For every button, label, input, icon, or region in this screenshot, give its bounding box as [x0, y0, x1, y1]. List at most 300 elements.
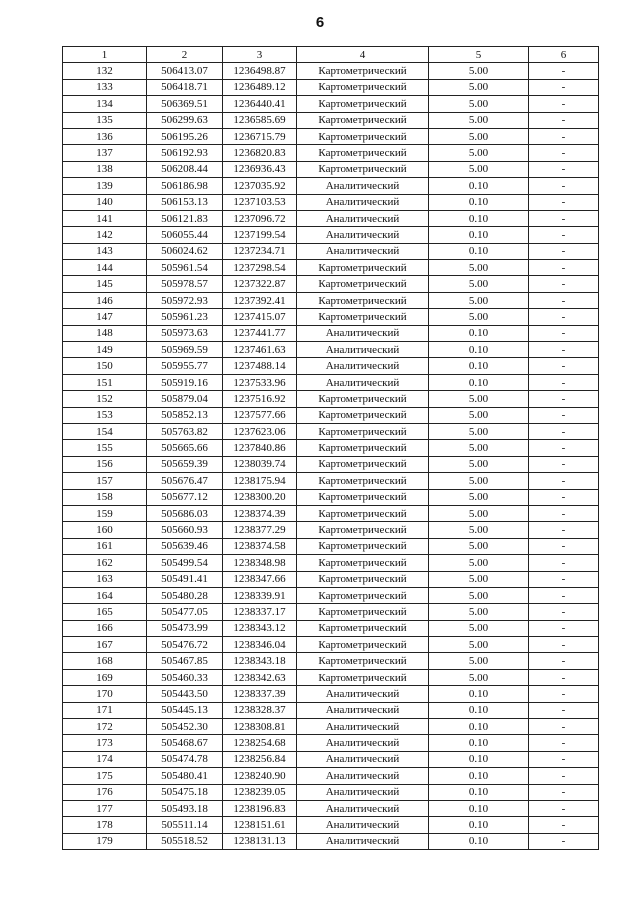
- note-cell: -: [529, 276, 599, 292]
- x-coordinate-cell: 506055.44: [147, 227, 223, 243]
- note-cell: -: [529, 751, 599, 767]
- method-cell: Аналитический: [297, 227, 429, 243]
- y-coordinate-cell: 1237392.41: [223, 292, 297, 308]
- y-coordinate-cell: 1238240.90: [223, 768, 297, 784]
- point-number-cell: 137: [63, 145, 147, 161]
- table-row: [63, 833, 599, 849]
- x-coordinate-cell: 505468.67: [147, 735, 223, 751]
- table-row: [63, 440, 599, 456]
- x-coordinate-cell: 505443.50: [147, 686, 223, 702]
- method-cell: Картометрический: [297, 128, 429, 144]
- method-cell: Аналитический: [297, 817, 429, 833]
- point-number-cell: 171: [63, 702, 147, 718]
- y-coordinate-cell: 1238347.66: [223, 571, 297, 587]
- point-number-cell: 177: [63, 800, 147, 816]
- x-coordinate-cell: 505919.16: [147, 374, 223, 390]
- note-cell: -: [529, 505, 599, 521]
- method-cell: Аналитический: [297, 751, 429, 767]
- table-row: [63, 243, 599, 259]
- table-row: [63, 309, 599, 325]
- method-cell: Картометрический: [297, 538, 429, 554]
- table-row: [63, 145, 599, 161]
- note-cell: -: [529, 473, 599, 489]
- method-cell: Аналитический: [297, 358, 429, 374]
- y-coordinate-cell: 1238342.63: [223, 669, 297, 685]
- method-cell: Картометрический: [297, 440, 429, 456]
- x-coordinate-cell: 505476.72: [147, 637, 223, 653]
- note-cell: -: [529, 686, 599, 702]
- column-header-6: 6: [529, 47, 599, 63]
- accuracy-cell: 0.10: [429, 719, 529, 735]
- table-row: [63, 686, 599, 702]
- x-coordinate-cell: 506121.83: [147, 210, 223, 226]
- table-row: [63, 637, 599, 653]
- note-cell: -: [529, 423, 599, 439]
- table-row: [63, 555, 599, 571]
- method-cell: Аналитический: [297, 210, 429, 226]
- y-coordinate-cell: 1238377.29: [223, 522, 297, 538]
- y-coordinate-cell: 1236489.12: [223, 79, 297, 95]
- table-row: [63, 505, 599, 521]
- table-row: [63, 374, 599, 390]
- method-cell: Картометрический: [297, 161, 429, 177]
- note-cell: -: [529, 784, 599, 800]
- y-coordinate-cell: 1236936.43: [223, 161, 297, 177]
- method-cell: Картометрический: [297, 79, 429, 95]
- table-row: [63, 522, 599, 538]
- table-row: [63, 194, 599, 210]
- note-cell: -: [529, 800, 599, 816]
- point-number-cell: 148: [63, 325, 147, 341]
- header-row: [63, 47, 599, 63]
- x-coordinate-cell: 505493.18: [147, 800, 223, 816]
- point-number-cell: 142: [63, 227, 147, 243]
- point-number-cell: 136: [63, 128, 147, 144]
- point-number-cell: 144: [63, 260, 147, 276]
- coordinates-table: [62, 46, 599, 850]
- point-number-cell: 132: [63, 63, 147, 79]
- note-cell: -: [529, 391, 599, 407]
- x-coordinate-cell: 506024.62: [147, 243, 223, 259]
- x-coordinate-cell: 506413.07: [147, 63, 223, 79]
- point-number-cell: 139: [63, 178, 147, 194]
- y-coordinate-cell: 1238175.94: [223, 473, 297, 489]
- method-cell: Аналитический: [297, 735, 429, 751]
- method-cell: Картометрический: [297, 407, 429, 423]
- note-cell: -: [529, 210, 599, 226]
- x-coordinate-cell: 506208.44: [147, 161, 223, 177]
- x-coordinate-cell: 505676.47: [147, 473, 223, 489]
- y-coordinate-cell: 1238339.91: [223, 587, 297, 603]
- y-coordinate-cell: 1238254.68: [223, 735, 297, 751]
- point-number-cell: 157: [63, 473, 147, 489]
- y-coordinate-cell: 1236498.87: [223, 63, 297, 79]
- accuracy-cell: 5.00: [429, 489, 529, 505]
- point-number-cell: 147: [63, 309, 147, 325]
- point-number-cell: 164: [63, 587, 147, 603]
- point-number-cell: 173: [63, 735, 147, 751]
- accuracy-cell: 5.00: [429, 276, 529, 292]
- method-cell: Картометрический: [297, 292, 429, 308]
- y-coordinate-cell: 1237623.06: [223, 423, 297, 439]
- table-row: [63, 391, 599, 407]
- method-cell: Картометрический: [297, 145, 429, 161]
- method-cell: Картометрический: [297, 555, 429, 571]
- x-coordinate-cell: 505475.18: [147, 784, 223, 800]
- note-cell: -: [529, 555, 599, 571]
- table-row: [63, 63, 599, 79]
- accuracy-cell: 5.00: [429, 538, 529, 554]
- x-coordinate-cell: 505665.66: [147, 440, 223, 456]
- point-number-cell: 165: [63, 604, 147, 620]
- x-coordinate-cell: 505639.46: [147, 538, 223, 554]
- y-coordinate-cell: 1237096.72: [223, 210, 297, 226]
- y-coordinate-cell: 1237234.71: [223, 243, 297, 259]
- y-coordinate-cell: 1238337.17: [223, 604, 297, 620]
- accuracy-cell: 5.00: [429, 522, 529, 538]
- note-cell: -: [529, 178, 599, 194]
- method-cell: Аналитический: [297, 686, 429, 702]
- method-cell: Аналитический: [297, 325, 429, 341]
- method-cell: Аналитический: [297, 800, 429, 816]
- x-coordinate-cell: 506299.63: [147, 112, 223, 128]
- accuracy-cell: 5.00: [429, 669, 529, 685]
- x-coordinate-cell: 505474.78: [147, 751, 223, 767]
- note-cell: -: [529, 735, 599, 751]
- method-cell: Картометрический: [297, 260, 429, 276]
- accuracy-cell: 5.00: [429, 292, 529, 308]
- method-cell: Картометрический: [297, 505, 429, 521]
- accuracy-cell: 0.10: [429, 751, 529, 767]
- note-cell: -: [529, 653, 599, 669]
- table-row: [63, 653, 599, 669]
- method-cell: Картометрический: [297, 276, 429, 292]
- accuracy-cell: 5.00: [429, 407, 529, 423]
- accuracy-cell: 5.00: [429, 391, 529, 407]
- note-cell: -: [529, 669, 599, 685]
- note-cell: -: [529, 456, 599, 472]
- note-cell: -: [529, 538, 599, 554]
- table-row: [63, 538, 599, 554]
- table-row: [63, 587, 599, 603]
- x-coordinate-cell: 505677.12: [147, 489, 223, 505]
- accuracy-cell: 5.00: [429, 145, 529, 161]
- accuracy-cell: 0.10: [429, 227, 529, 243]
- point-number-cell: 156: [63, 456, 147, 472]
- method-cell: Картометрический: [297, 96, 429, 112]
- method-cell: Картометрический: [297, 587, 429, 603]
- y-coordinate-cell: 1237441.77: [223, 325, 297, 341]
- accuracy-cell: 5.00: [429, 440, 529, 456]
- point-number-cell: 135: [63, 112, 147, 128]
- note-cell: -: [529, 309, 599, 325]
- point-number-cell: 161: [63, 538, 147, 554]
- point-number-cell: 141: [63, 210, 147, 226]
- point-number-cell: 154: [63, 423, 147, 439]
- accuracy-cell: 0.10: [429, 768, 529, 784]
- point-number-cell: 172: [63, 719, 147, 735]
- method-cell: Картометрический: [297, 456, 429, 472]
- accuracy-cell: 5.00: [429, 587, 529, 603]
- y-coordinate-cell: 1238239.05: [223, 784, 297, 800]
- table-row: [63, 473, 599, 489]
- method-cell: Картометрический: [297, 112, 429, 128]
- x-coordinate-cell: 505660.93: [147, 522, 223, 538]
- point-number-cell: 149: [63, 342, 147, 358]
- accuracy-cell: 0.10: [429, 686, 529, 702]
- point-number-cell: 145: [63, 276, 147, 292]
- accuracy-cell: 0.10: [429, 374, 529, 390]
- method-cell: Картометрический: [297, 637, 429, 653]
- note-cell: -: [529, 79, 599, 95]
- point-number-cell: 153: [63, 407, 147, 423]
- y-coordinate-cell: 1238300.20: [223, 489, 297, 505]
- accuracy-cell: 5.00: [429, 309, 529, 325]
- method-cell: Аналитический: [297, 178, 429, 194]
- accuracy-cell: 5.00: [429, 112, 529, 128]
- note-cell: -: [529, 637, 599, 653]
- table-row: [63, 112, 599, 128]
- y-coordinate-cell: 1237516.92: [223, 391, 297, 407]
- point-number-cell: 138: [63, 161, 147, 177]
- point-number-cell: 159: [63, 505, 147, 521]
- method-cell: Аналитический: [297, 833, 429, 849]
- y-coordinate-cell: 1238131.13: [223, 833, 297, 849]
- y-coordinate-cell: 1237103.53: [223, 194, 297, 210]
- point-number-cell: 176: [63, 784, 147, 800]
- note-cell: -: [529, 374, 599, 390]
- accuracy-cell: 5.00: [429, 604, 529, 620]
- y-coordinate-cell: 1238346.04: [223, 637, 297, 653]
- x-coordinate-cell: 505477.05: [147, 604, 223, 620]
- note-cell: -: [529, 63, 599, 79]
- y-coordinate-cell: 1238337.39: [223, 686, 297, 702]
- point-number-cell: 168: [63, 653, 147, 669]
- accuracy-cell: 0.10: [429, 735, 529, 751]
- accuracy-cell: 5.00: [429, 620, 529, 636]
- y-coordinate-cell: 1238374.39: [223, 505, 297, 521]
- accuracy-cell: 5.00: [429, 653, 529, 669]
- accuracy-cell: 5.00: [429, 96, 529, 112]
- y-coordinate-cell: 1238151.61: [223, 817, 297, 833]
- note-cell: -: [529, 817, 599, 833]
- y-coordinate-cell: 1238374.58: [223, 538, 297, 554]
- x-coordinate-cell: 505511.14: [147, 817, 223, 833]
- note-cell: -: [529, 620, 599, 636]
- y-coordinate-cell: 1237035.92: [223, 178, 297, 194]
- table-row: [63, 571, 599, 587]
- method-cell: Аналитический: [297, 784, 429, 800]
- accuracy-cell: 5.00: [429, 79, 529, 95]
- x-coordinate-cell: 506418.71: [147, 79, 223, 95]
- x-coordinate-cell: 505961.54: [147, 260, 223, 276]
- table-row: [63, 79, 599, 95]
- table-row: [63, 260, 599, 276]
- x-coordinate-cell: 505499.54: [147, 555, 223, 571]
- page-number: 6: [315, 14, 325, 31]
- y-coordinate-cell: 1237461.63: [223, 342, 297, 358]
- x-coordinate-cell: 506186.98: [147, 178, 223, 194]
- table-row: [63, 768, 599, 784]
- note-cell: -: [529, 440, 599, 456]
- point-number-cell: 151: [63, 374, 147, 390]
- y-coordinate-cell: 1237533.96: [223, 374, 297, 390]
- accuracy-cell: 5.00: [429, 555, 529, 571]
- y-coordinate-cell: 1237488.14: [223, 358, 297, 374]
- y-coordinate-cell: 1236440.41: [223, 96, 297, 112]
- point-number-cell: 143: [63, 243, 147, 259]
- x-coordinate-cell: 505491.41: [147, 571, 223, 587]
- column-header-5: 5: [429, 47, 529, 63]
- accuracy-cell: 5.00: [429, 161, 529, 177]
- point-number-cell: 174: [63, 751, 147, 767]
- note-cell: -: [529, 260, 599, 276]
- accuracy-cell: 5.00: [429, 260, 529, 276]
- accuracy-cell: 0.10: [429, 800, 529, 816]
- point-number-cell: 170: [63, 686, 147, 702]
- accuracy-cell: 0.10: [429, 178, 529, 194]
- accuracy-cell: 0.10: [429, 210, 529, 226]
- table-row: [63, 210, 599, 226]
- column-header-4: 4: [297, 47, 429, 63]
- table-row: [63, 456, 599, 472]
- accuracy-cell: 0.10: [429, 358, 529, 374]
- note-cell: -: [529, 243, 599, 259]
- note-cell: -: [529, 96, 599, 112]
- note-cell: -: [529, 325, 599, 341]
- note-cell: -: [529, 604, 599, 620]
- accuracy-cell: 0.10: [429, 817, 529, 833]
- x-coordinate-cell: 505978.57: [147, 276, 223, 292]
- accuracy-cell: 5.00: [429, 637, 529, 653]
- note-cell: -: [529, 768, 599, 784]
- x-coordinate-cell: 505467.85: [147, 653, 223, 669]
- note-cell: -: [529, 719, 599, 735]
- point-number-cell: 133: [63, 79, 147, 95]
- accuracy-cell: 0.10: [429, 784, 529, 800]
- point-number-cell: 158: [63, 489, 147, 505]
- y-coordinate-cell: 1236820.83: [223, 145, 297, 161]
- x-coordinate-cell: 505460.33: [147, 669, 223, 685]
- point-number-cell: 167: [63, 637, 147, 653]
- x-coordinate-cell: 505473.99: [147, 620, 223, 636]
- column-header-2: 2: [147, 47, 223, 63]
- table-row: [63, 161, 599, 177]
- column-header-1: 1: [63, 47, 147, 63]
- note-cell: -: [529, 194, 599, 210]
- table-row: [63, 423, 599, 439]
- y-coordinate-cell: 1237577.66: [223, 407, 297, 423]
- x-coordinate-cell: 505955.77: [147, 358, 223, 374]
- accuracy-cell: 0.10: [429, 325, 529, 341]
- table-row: [63, 620, 599, 636]
- column-header-3: 3: [223, 47, 297, 63]
- y-coordinate-cell: 1237298.54: [223, 260, 297, 276]
- y-coordinate-cell: 1237322.87: [223, 276, 297, 292]
- y-coordinate-cell: 1238343.12: [223, 620, 297, 636]
- point-number-cell: 163: [63, 571, 147, 587]
- y-coordinate-cell: 1238343.18: [223, 653, 297, 669]
- x-coordinate-cell: 505852.13: [147, 407, 223, 423]
- point-number-cell: 146: [63, 292, 147, 308]
- table-row: [63, 702, 599, 718]
- method-cell: Картометрический: [297, 653, 429, 669]
- y-coordinate-cell: 1238256.84: [223, 751, 297, 767]
- y-coordinate-cell: 1236715.79: [223, 128, 297, 144]
- note-cell: -: [529, 587, 599, 603]
- point-number-cell: 134: [63, 96, 147, 112]
- method-cell: Картометрический: [297, 473, 429, 489]
- accuracy-cell: 5.00: [429, 456, 529, 472]
- point-number-cell: 152: [63, 391, 147, 407]
- y-coordinate-cell: 1238196.83: [223, 800, 297, 816]
- table-row: [63, 489, 599, 505]
- method-cell: Аналитический: [297, 243, 429, 259]
- method-cell: Аналитический: [297, 719, 429, 735]
- method-cell: Картометрический: [297, 604, 429, 620]
- table-header: [63, 47, 599, 63]
- x-coordinate-cell: 505879.04: [147, 391, 223, 407]
- x-coordinate-cell: 506153.13: [147, 194, 223, 210]
- table-row: [63, 96, 599, 112]
- x-coordinate-cell: 505763.82: [147, 423, 223, 439]
- table-row: [63, 325, 599, 341]
- table-row: [63, 227, 599, 243]
- x-coordinate-cell: 506195.26: [147, 128, 223, 144]
- note-cell: -: [529, 112, 599, 128]
- accuracy-cell: 5.00: [429, 63, 529, 79]
- accuracy-cell: 5.00: [429, 423, 529, 439]
- x-coordinate-cell: 505659.39: [147, 456, 223, 472]
- note-cell: -: [529, 227, 599, 243]
- note-cell: -: [529, 702, 599, 718]
- point-number-cell: 166: [63, 620, 147, 636]
- note-cell: -: [529, 292, 599, 308]
- table-row: [63, 407, 599, 423]
- table-row: [63, 735, 599, 751]
- accuracy-cell: 5.00: [429, 571, 529, 587]
- point-number-cell: 155: [63, 440, 147, 456]
- point-number-cell: 160: [63, 522, 147, 538]
- method-cell: Картометрический: [297, 309, 429, 325]
- accuracy-cell: 0.10: [429, 243, 529, 259]
- table-row: [63, 817, 599, 833]
- table-row: [63, 800, 599, 816]
- x-coordinate-cell: 506192.93: [147, 145, 223, 161]
- method-cell: Картометрический: [297, 522, 429, 538]
- method-cell: Картометрический: [297, 489, 429, 505]
- table-row: [63, 669, 599, 685]
- table-row: [63, 276, 599, 292]
- x-coordinate-cell: 505480.41: [147, 768, 223, 784]
- table-row: [63, 342, 599, 358]
- y-coordinate-cell: 1238328.37: [223, 702, 297, 718]
- point-number-cell: 178: [63, 817, 147, 833]
- table-row: [63, 128, 599, 144]
- method-cell: Картометрический: [297, 669, 429, 685]
- accuracy-cell: 5.00: [429, 505, 529, 521]
- x-coordinate-cell: 505686.03: [147, 505, 223, 521]
- method-cell: Аналитический: [297, 768, 429, 784]
- method-cell: Картометрический: [297, 423, 429, 439]
- x-coordinate-cell: 505969.59: [147, 342, 223, 358]
- y-coordinate-cell: 1237199.54: [223, 227, 297, 243]
- y-coordinate-cell: 1236585.69: [223, 112, 297, 128]
- note-cell: -: [529, 161, 599, 177]
- accuracy-cell: 0.10: [429, 702, 529, 718]
- method-cell: Аналитический: [297, 342, 429, 358]
- point-number-cell: 179: [63, 833, 147, 849]
